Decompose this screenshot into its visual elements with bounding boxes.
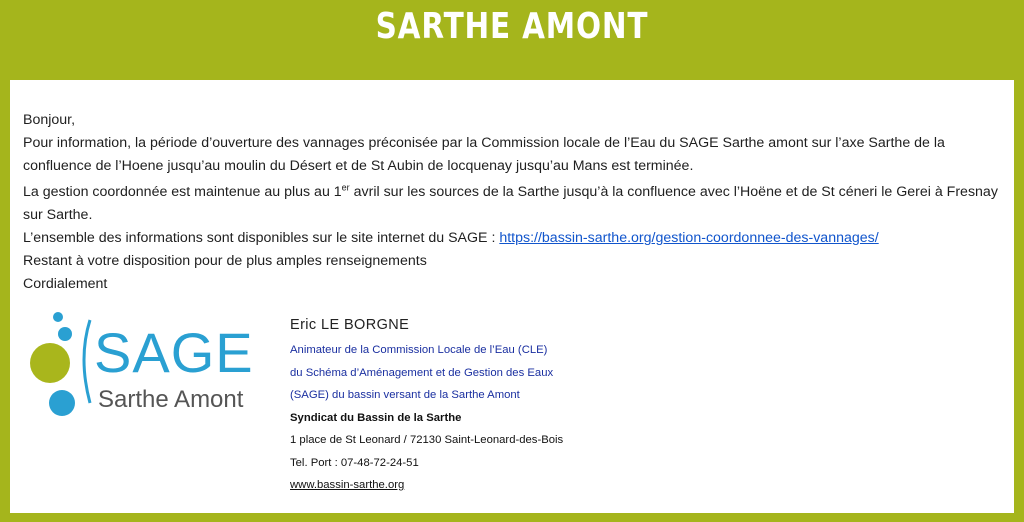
signature-address: 1 place de St Leonard / 72130 Saint-Leonard-des-Bois xyxy=(290,434,564,446)
signature-role-3: (SAGE) du bassin versant de la Sarthe Amont xyxy=(290,389,520,401)
message-text xyxy=(23,109,1003,296)
management-text-start: La gestion coordonnée est maintenue au plus au 1 xyxy=(23,184,342,200)
management-text-end: avril sur les sources de la Sarthe jusqu’à la confluence avec l’Hoëne et de St céneri le Gerei à Fresnay sur Sarthe. xyxy=(23,184,998,223)
email-signature xyxy=(290,315,620,497)
logo-dot-medium xyxy=(58,327,72,341)
greeting: Bonjour, xyxy=(23,112,76,128)
logo-dot-small xyxy=(53,312,63,322)
vannages-link[interactable]: https://bassin-sarthe.org/gestion-coordonnee-des-vannages/ xyxy=(499,230,879,246)
page-title: SARTHE AMONT xyxy=(375,6,649,47)
logo-dot-green xyxy=(30,343,70,383)
paragraph-info: Pour information, la période d’ouverture des vannages préconisée par la Commission locale de l’Eau du SAGE Sarthe amont sur l’axe Sarthe de la confluence de l’Hoene jusqu’au moulin du Désert et de St Aubin de locquenay jusqu’au Mans est terminée. xyxy=(23,135,945,174)
email-body xyxy=(10,80,1014,513)
closing: Cordialement xyxy=(23,276,108,292)
signature-organization: Syndicat du Bassin de la Sarthe xyxy=(290,411,462,424)
website-text: L’ensemble des informations sont disponibles sur le site internet du SAGE : xyxy=(23,230,500,246)
sage-logo xyxy=(28,308,278,418)
signature-name: Eric LE BORGNE xyxy=(290,317,410,333)
paragraph-management xyxy=(23,181,1003,227)
signature-phone: Tel. Port : 07-48-72-24-51 xyxy=(290,456,419,469)
signature-website-link[interactable]: www.bassin-sarthe.org xyxy=(290,479,405,491)
paragraph-availability: Restant à votre disposition pour de plus amples renseignements xyxy=(23,253,427,269)
ordinal-suffix: er xyxy=(341,182,350,193)
logo-sub-text: Sarthe Amont xyxy=(98,386,244,413)
signature-role-1: Animateur de la Commission Locale de l’Eau (CLE) xyxy=(290,344,548,356)
signature-role-2: du Schéma d’Aménagement et de Gestion des Eaux xyxy=(290,366,554,379)
logo-bracket xyxy=(84,320,90,403)
logo-dot-blue xyxy=(49,390,75,416)
logo-main-text: SAGE xyxy=(94,321,254,384)
paragraph-website xyxy=(23,227,1003,250)
